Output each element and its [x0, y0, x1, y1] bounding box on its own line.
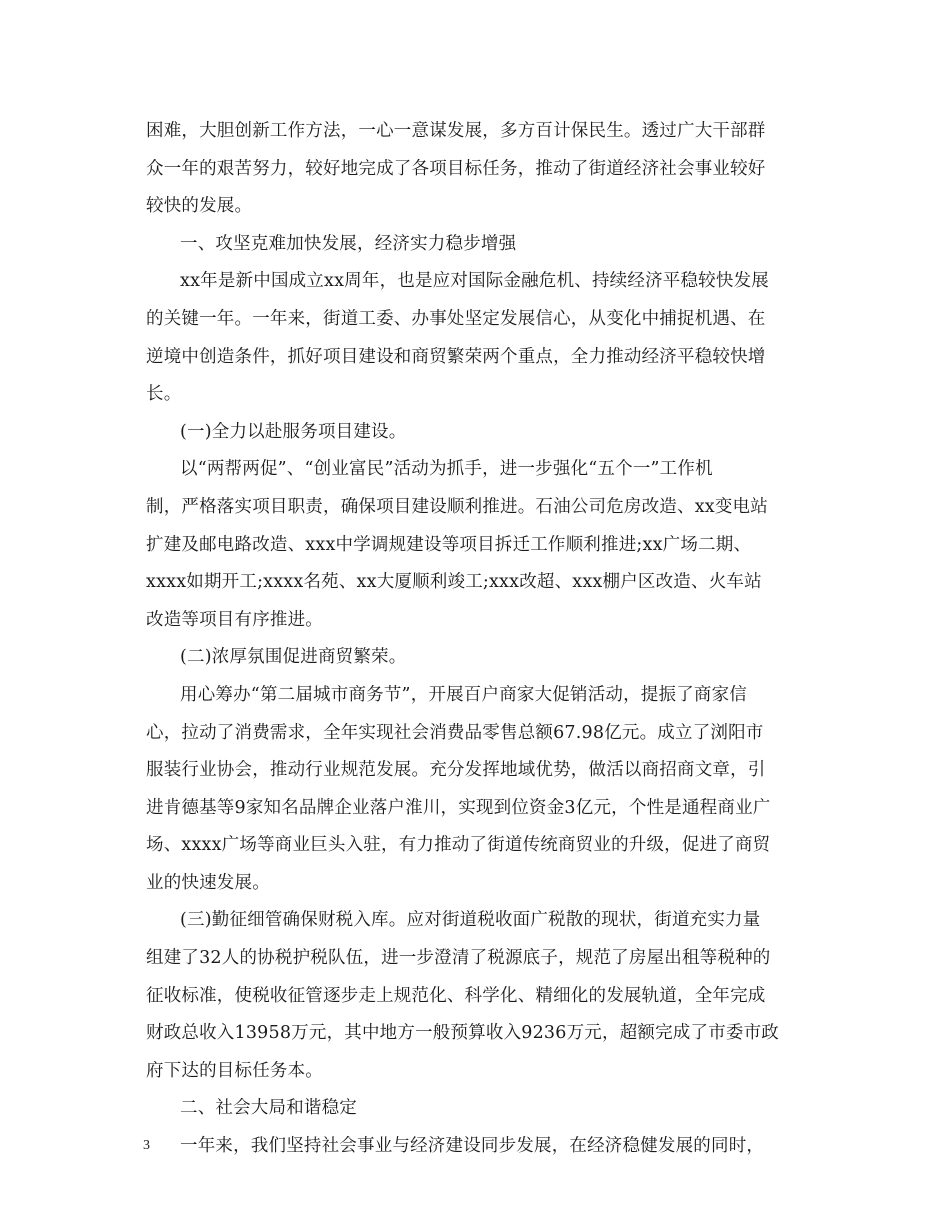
text-line: xxxx如期开工;xxxx名苑、xx大厦顺利竣工;xxx改超、xxx棚户区改造、火车站: [146, 572, 762, 593]
text-line: 业的快速发展。: [146, 872, 270, 893]
subsection-heading: (二)浓厚氛围促进商贸繁荣。: [180, 647, 407, 668]
paragraph-start: 一年来，我们坚持社会事业与经济建设同步发展，在经济稳健发展的同时，: [180, 1136, 765, 1157]
text-line: 场、xxxx广场等商业巨头入驻，有力推动了街道传统商贸业的升级，促进了商贸: [146, 835, 771, 856]
text-line: 征收标准，使税收征管逐步走上规范化、科学化、精细化的发展轨道，全年完成: [146, 985, 766, 1006]
text-line: 制，严格落实项目职责，确保项目建设顺利推进。石油公司危房改造、xx变电站: [146, 496, 768, 517]
text-line: 进肯德基等9家知名品牌企业落户淮川，实现到位资金3亿元，个性是通程商业广: [146, 797, 771, 818]
text-line: 困难，大胆创新工作方法，一心一意谋发展，多方百计保民生。透过广大干部群: [146, 121, 766, 141]
text-line: 较快的发展。: [146, 196, 253, 217]
text-line: 心，拉动了消费需求，全年实现社会消费品零售总额67.98亿元。成立了浏阳市: [146, 722, 764, 743]
paragraph-start: (三)勤征细管确保财税入库。应对街道税收面广税散的现状，街道充实力量: [180, 910, 761, 931]
paragraph-start: 用心筹办“第二届城市商务节”，开展百户商家大促销活动，提振了商家信: [180, 684, 747, 705]
section-heading: 二、社会大局和谐稳定: [180, 1098, 357, 1119]
paragraph-start: 以“两帮两促”、“创业富民”活动为抓手，进一步强化“五个一”工作机: [180, 459, 713, 480]
subsection-heading: (一)全力以赴服务项目建设。: [180, 421, 407, 442]
text-line: 服装行业协会，推动行业规范发展。充分发挥地域优势，做活以商招商文章，引: [146, 760, 766, 781]
text-line: 扩建及邮电路改造、xxx中学调规建设等项目拆迁工作顺利推进;xx广场二期、: [146, 534, 752, 555]
text-line: 改造等项目有序推进。: [146, 609, 323, 630]
text-line: 的关键一年。一年来，街道工委、办事处坚定发展信心，从变化中捕捉机遇、在: [146, 308, 766, 329]
text-line: 财政总收入13958万元，其中地方一般预算收入9236万元，超额完成了市委市政: [146, 1023, 780, 1044]
text-line: 逆境中创造条件，抓好项目建设和商贸繁荣两个重点，全力推动经济平稳较快增: [146, 346, 766, 367]
body-text: [146, 113, 811, 1166]
text-line: 府下达的目标任务本。: [146, 1060, 323, 1081]
text-line: 长。: [146, 384, 182, 405]
paragraph-start: xx年是新中国成立xx周年，也是应对国际金融危机、持续经济平稳较快发展: [180, 271, 769, 292]
text-line: 众一年的艰苦努力，较好地完成了各项目标任务，推动了街道经济社会事业较好: [146, 158, 766, 179]
section-heading: 一、攻坚克难加快发展，经济实力稳步增强: [180, 233, 517, 254]
text-line: 组建了32人的协税护税队伍，进一步澄清了税源底子，规范了房屋出租等税种的: [146, 948, 771, 969]
page-number: 3: [143, 1138, 150, 1153]
